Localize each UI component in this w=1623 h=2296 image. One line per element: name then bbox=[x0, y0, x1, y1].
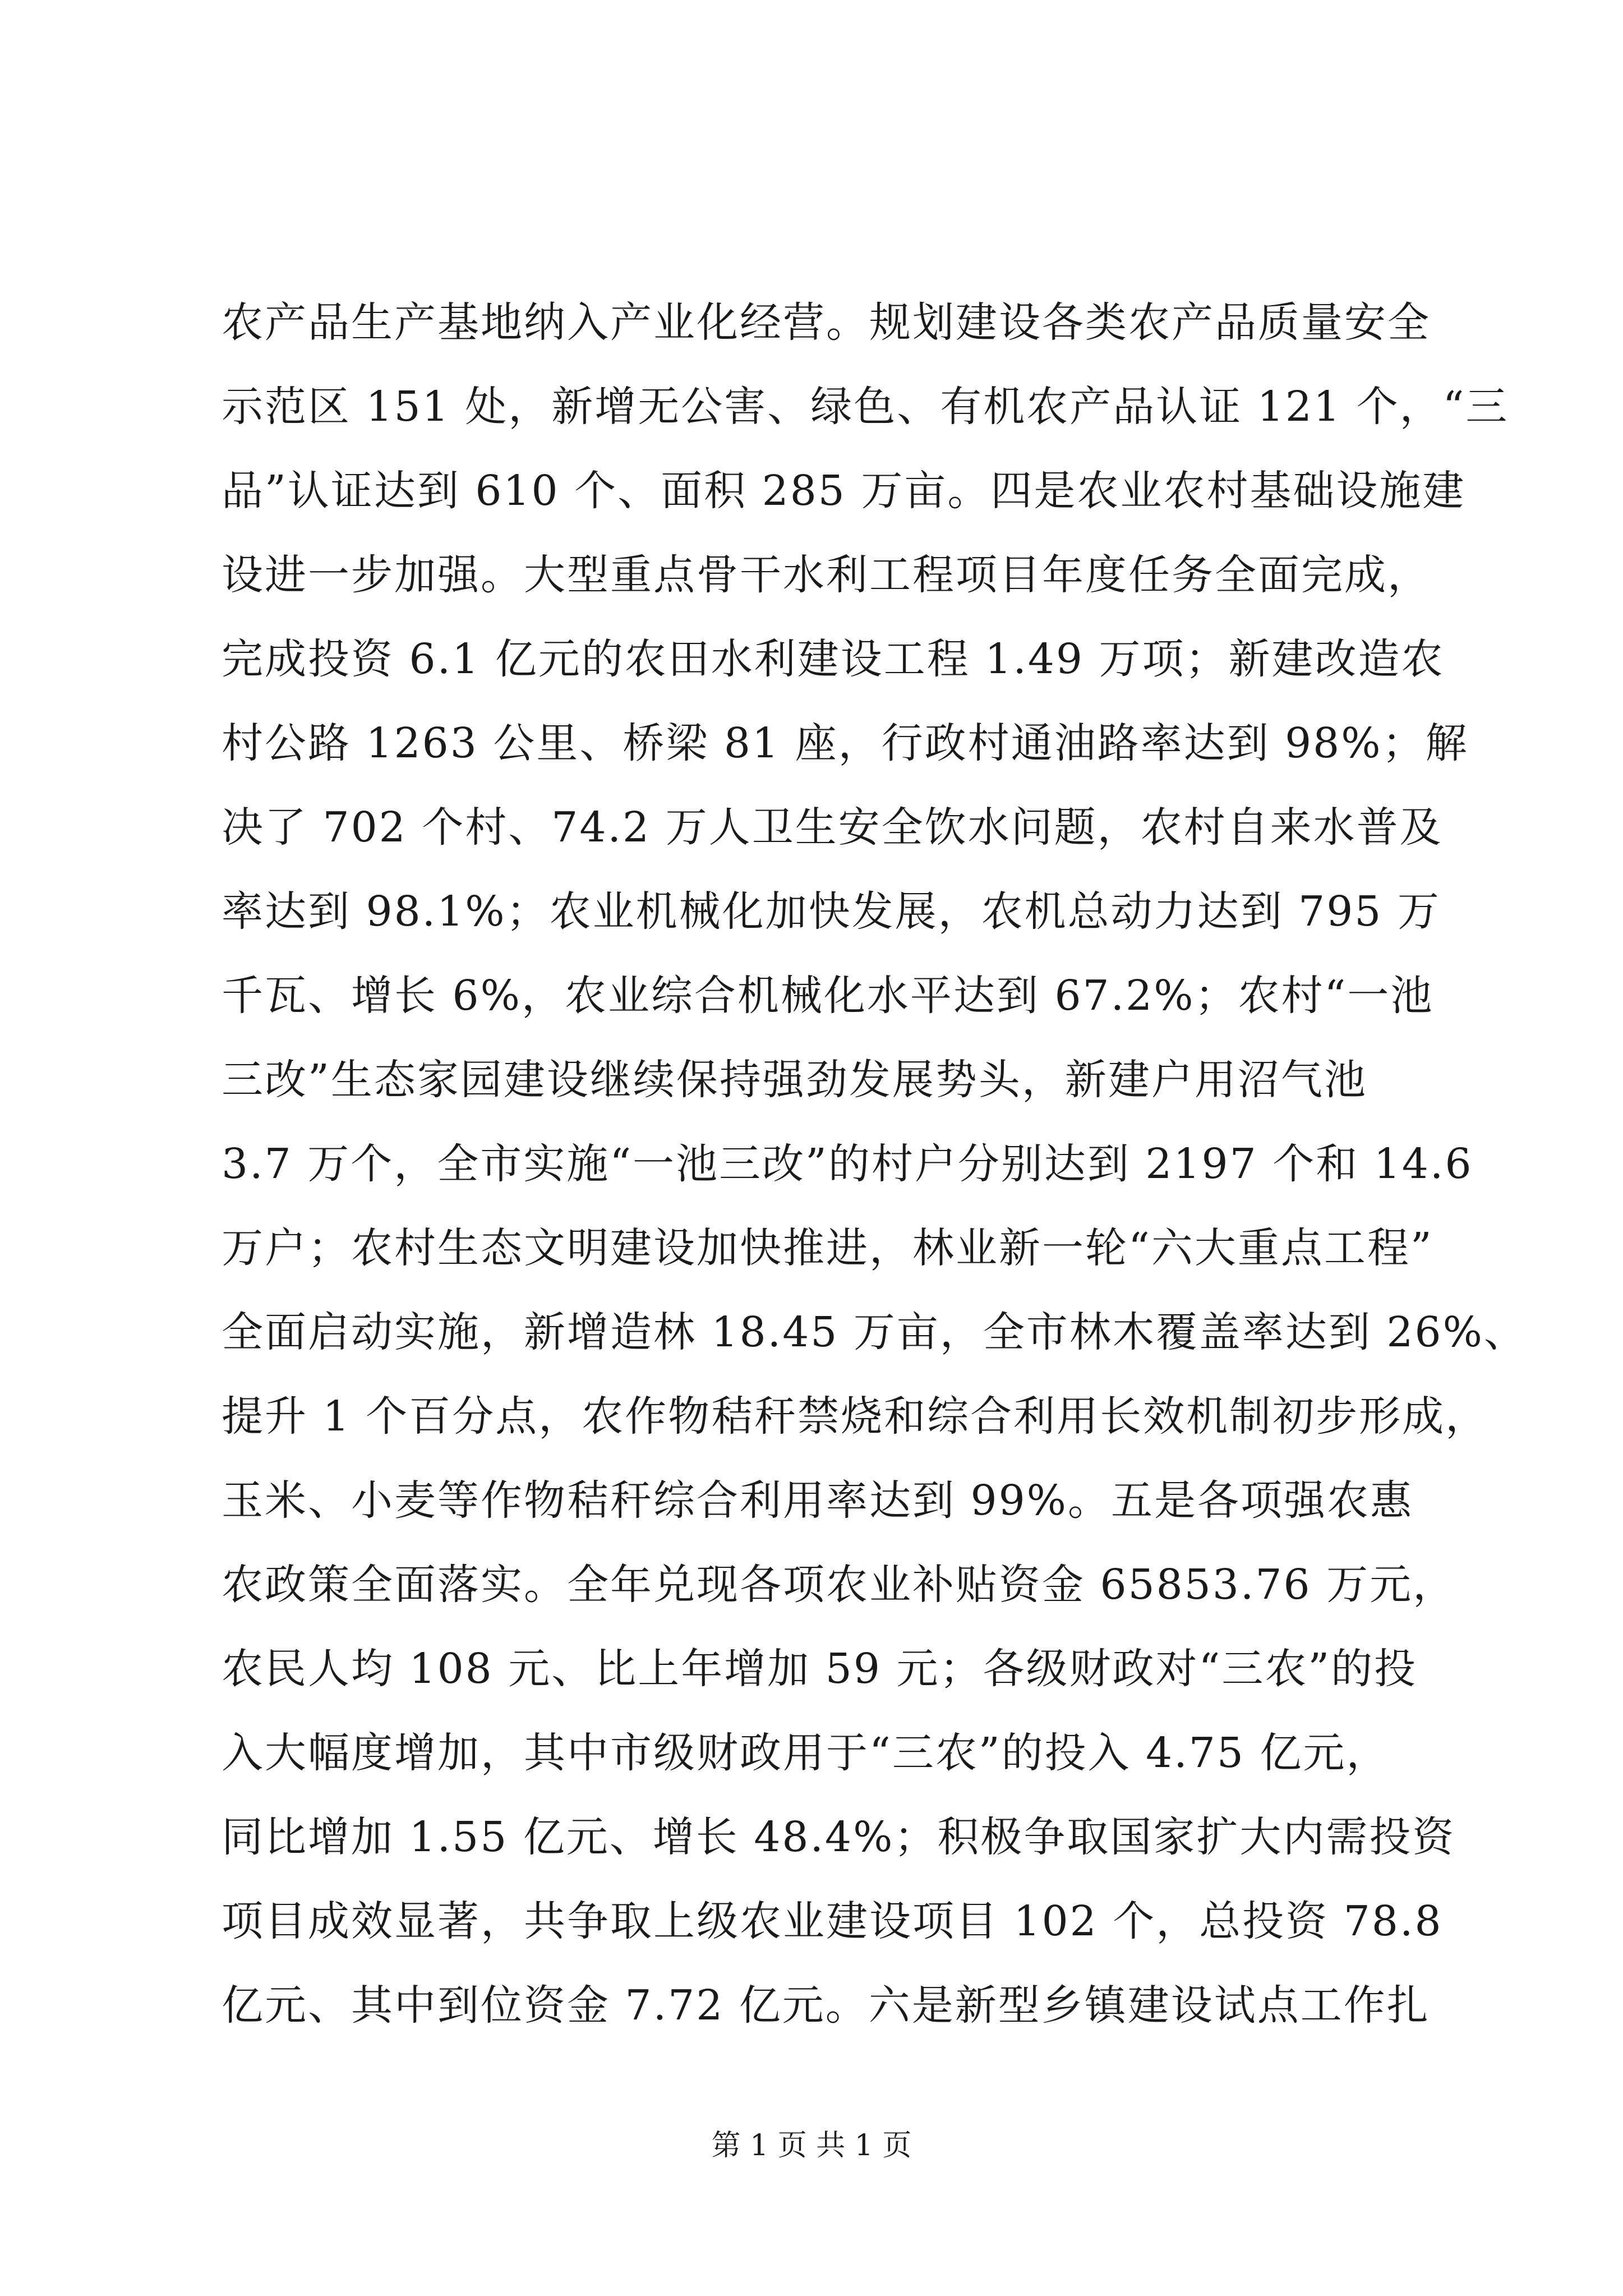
text-line: 万户；农村生态文明建设加快推进，林业新一轮“六大重点工程” bbox=[222, 1224, 1433, 1272]
text-line: 农政策全面落实。全年兑现各项农业补贴资金 65853.76 万元， bbox=[222, 1561, 1456, 1609]
text-line: 村公路 1263 公里、桥梁 81 座，行政村通油路率达到 98%；解 bbox=[222, 719, 1469, 767]
text-line: 玉米、小麦等作物秸秆综合利用率达到 99%。五是各项强农惠 bbox=[222, 1476, 1413, 1525]
text-line: 设进一步加强。大型重点骨干水利工程项目年度任务全面完成， bbox=[222, 551, 1431, 599]
text-line: 提升 1 个百分点，农作物秸秆禁烧和综合利用长效机制初步形成， bbox=[222, 1392, 1489, 1441]
text-line: 3.7 万个，全市实施“一池三改”的村户分别达到 2197 个和 14.6 bbox=[222, 1140, 1473, 1188]
page-number-label: 第 1 页 共 1 页 bbox=[711, 2129, 912, 2162]
text-line: 亿元、其中到位资金 7.72 亿元。六是新型乡镇建设试点工作扎 bbox=[222, 1981, 1430, 2030]
text-line: 入大幅度增加，其中市级财政用于“三农”的投入 4.75 亿元， bbox=[222, 1729, 1390, 1777]
text-line: 千瓦、增长 6%，农业综合机械化水平达到 67.2%；农村“一池 bbox=[222, 972, 1434, 1020]
text-line: 全面启动实施，新增造林 18.45 万亩，全市林木覆盖率达到 26%、 bbox=[222, 1308, 1527, 1356]
text-line: 示范区 151 处，新增无公害、绿色、有机农产品认证 121 个，“三 bbox=[222, 383, 1509, 431]
page-footer bbox=[0, 2126, 1623, 2165]
text-line: 农产品生产基地纳入产业化经营。规划建设各类农产品质量安全 bbox=[222, 298, 1431, 347]
document-body bbox=[222, 280, 1527, 2047]
text-line: 决了 702 个村、74.2 万人卫生安全饮水问题，农村自来水普及 bbox=[222, 803, 1443, 852]
text-line: 项目成效显著，共争取上级农业建设项目 102 个，总投资 78.8 bbox=[222, 1897, 1443, 1945]
text-line: 率达到 98.1%；农业机械化加快发展，农机总动力达到 795 万 bbox=[222, 887, 1441, 936]
text-line: 完成投资 6.1 亿元的农田水利建设工程 1.49 万项；新建改造农 bbox=[222, 635, 1445, 683]
text-line: 农民人均 108 元、比上年增加 59 元；各级财政对“三农”的投 bbox=[222, 1645, 1418, 1693]
text-line: 品”认证达到 610 个、面积 285 万亩。四是农业农村基础设施建 bbox=[222, 467, 1466, 515]
text-line: 同比增加 1.55 亿元、增长 48.4%；积极争取国家扩大内需投资 bbox=[222, 1813, 1456, 1861]
text-line: 三改”生态家园建设继续保持强劲发展势头，新建户用沼气池 bbox=[222, 1056, 1367, 1104]
